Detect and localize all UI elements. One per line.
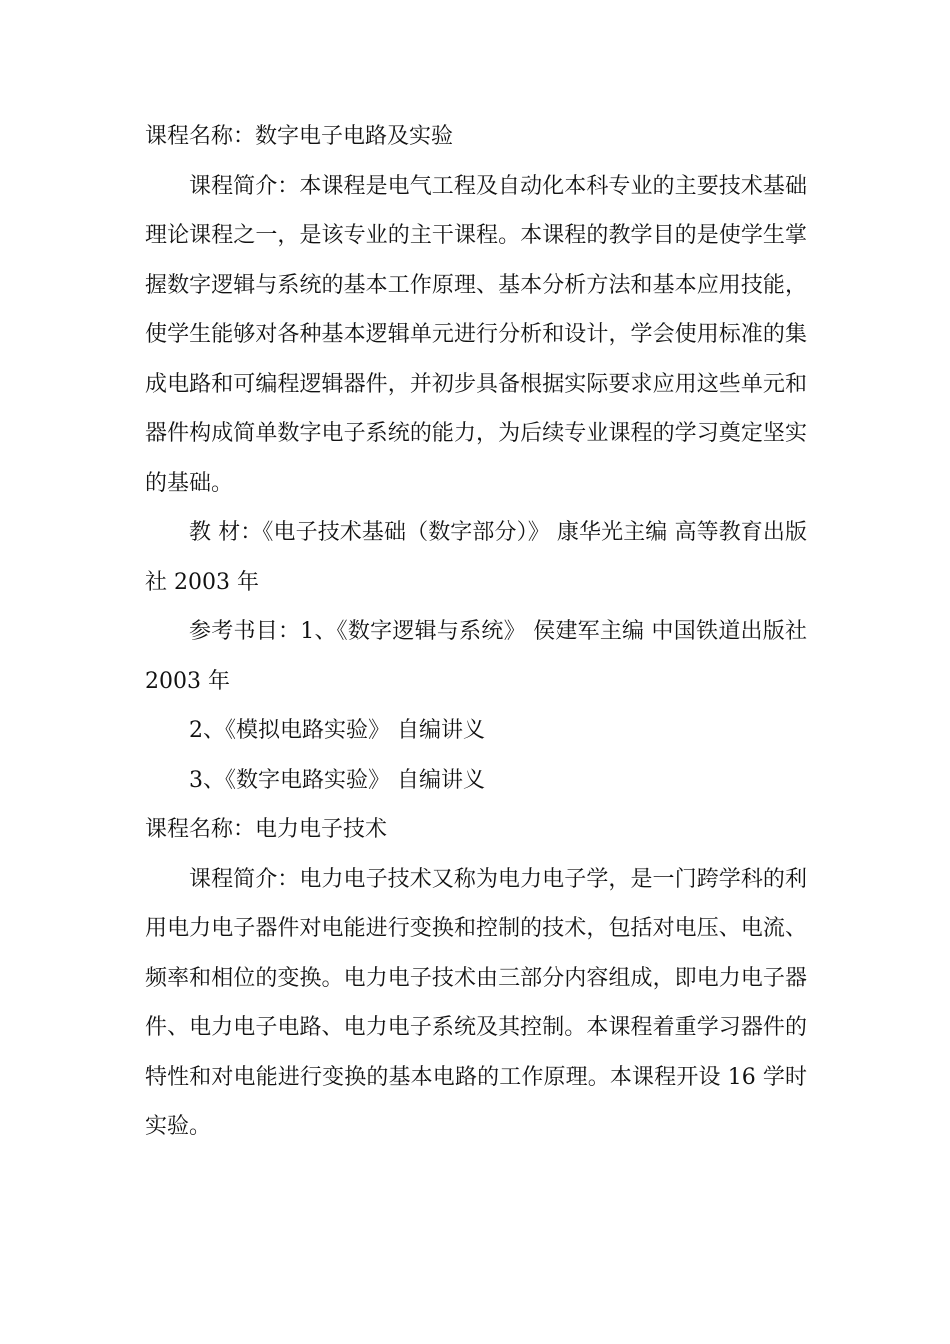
course1-intro: 课程简介：本课程是电气工程及自动化本科专业的主要技术基础理论课程之一，是该专业的主干课程。本课程的教学目的是使学生掌握数字逻辑与系统的基本工作原理、基本分析方法和基本应用技能，使学生能够对各种基本逻辑单元进行分析和设计，学会使用标准的集成电路和可编程逻辑器件，并初步具备根据实际要求应用这些单元和器件构成简单数字电子系统的能力，为后续专业课程的学习奠定坚实的基础。 bbox=[145, 173, 807, 496]
course1-reference-2: 2、《模拟电路实验》 自编讲义 bbox=[189, 718, 485, 743]
course2-title: 课程名称：电力电子技术 bbox=[145, 817, 388, 842]
document-body bbox=[145, 112, 807, 1152]
course1-reference-3: 3、《数字电路实验》 自编讲义 bbox=[189, 767, 485, 793]
course1-reference-1: 参考书目：1、《数字逻辑与系统》 侯建军主编 中国铁道出版社 2003 年 bbox=[145, 619, 807, 694]
course1-title: 课程名称：数字电子电路及实验 bbox=[145, 124, 454, 149]
course1-textbook: 教 材：《电子技术基础（数字部分）》 康华光主编 高等教育出版社 2003 年 bbox=[145, 520, 807, 595]
course2-intro: 课程简介：电力电子技术又称为电力电子学，是一门跨学科的利用电力电子器件对电能进行变换和控制的技术，包括对电压、电流、频率和相位的变换。电力电子技术由三部分内容组成，即电力电子器件、电力电子电路、电力电子系统及其控制。本课程着重学习器件的特性和对电能进行变换的基本电路的工作原理。本课程开设 16 学时实验。 bbox=[145, 866, 807, 1139]
